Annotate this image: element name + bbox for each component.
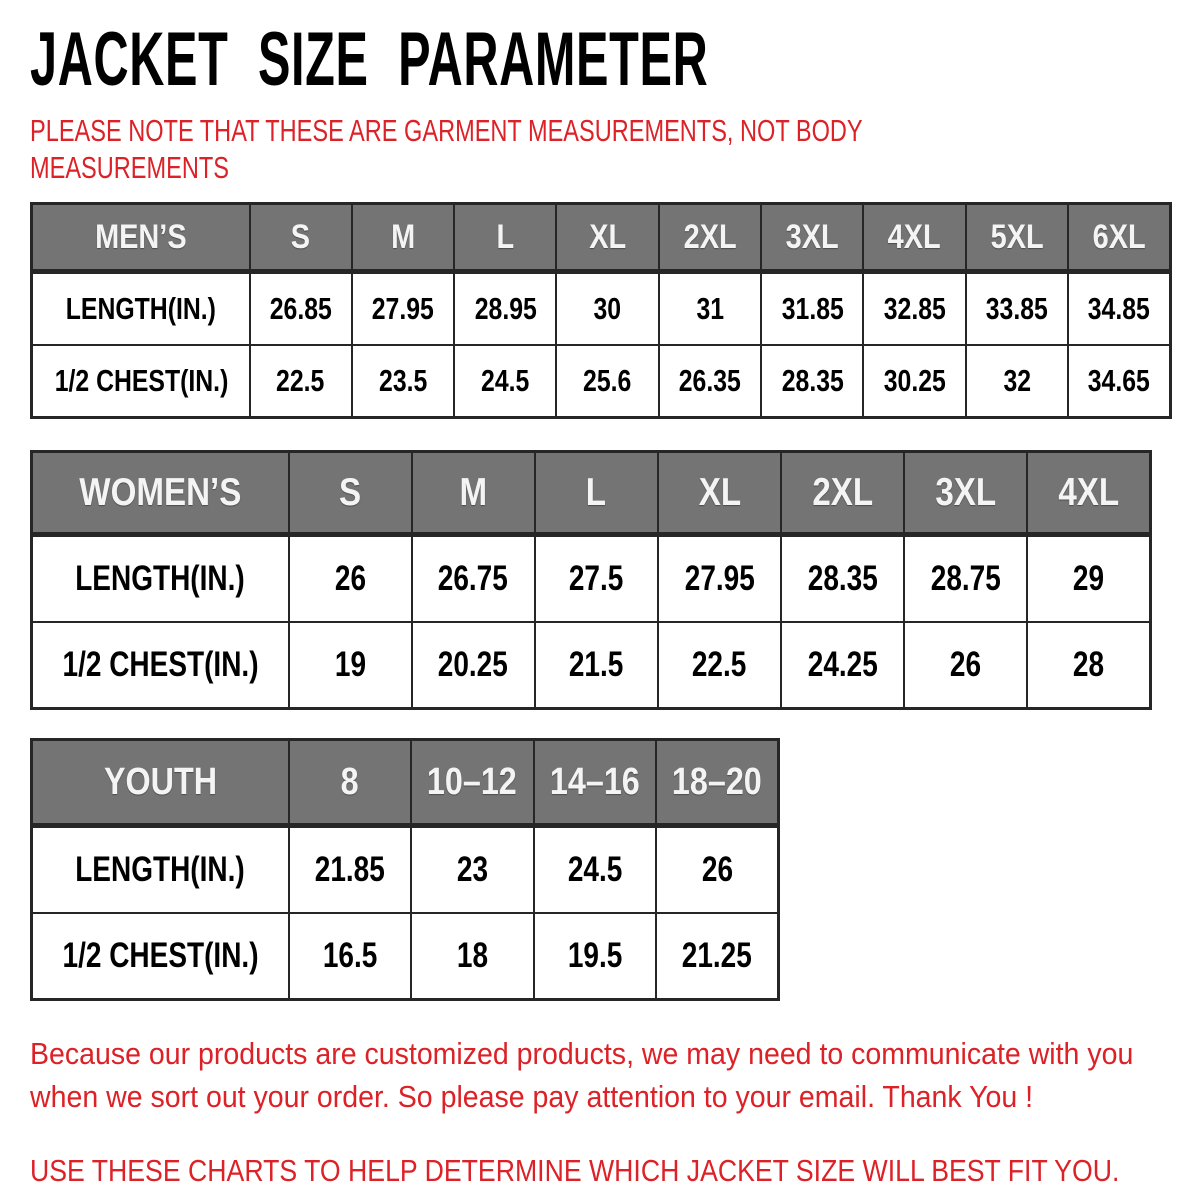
header-label: XL [698, 470, 741, 514]
size-column-header [761, 204, 863, 272]
size-value-cell [412, 535, 535, 622]
size-value-cell [534, 826, 657, 913]
cell-text: LENGTH(IN.) [65, 290, 216, 326]
usage-note: USE THESE CHARTS TO HELP DETERMINE WHICH JACKET SIZE WILL BEST FIT YOU. [30, 1152, 1120, 1188]
size-value-cell [250, 345, 352, 418]
cell-text: 33.85 [985, 290, 1048, 326]
cell-text: 34.85 [1088, 290, 1151, 326]
cell-text: 24.5 [567, 849, 622, 889]
size-column-header [556, 204, 658, 272]
size-value-cell [761, 272, 863, 345]
measurement-note-line-2: MEASUREMENTS [30, 149, 229, 185]
header-label: 14–16 [549, 760, 640, 803]
cell-text: 29 [1073, 558, 1105, 598]
size-value-cell [534, 913, 657, 1000]
size-column-header [1068, 204, 1170, 272]
size-column-header [966, 204, 1068, 272]
cell-text: 25.6 [583, 362, 632, 398]
cell-text: 19.5 [567, 935, 622, 975]
size-column-header [411, 740, 534, 826]
cell-text: 1/2 CHEST(IN.) [62, 644, 259, 684]
size-column-header [863, 204, 965, 272]
size-table-title [32, 452, 289, 535]
header-label: 6XL [1092, 217, 1146, 256]
header-label: M [459, 470, 488, 514]
cell-text: 28.75 [930, 558, 1001, 598]
cell-text: 28 [1073, 644, 1105, 684]
cell-text: 30 [593, 290, 622, 326]
size-value-cell [659, 272, 761, 345]
header-label: WOMEN’S [79, 470, 242, 514]
size-row-label [32, 535, 289, 622]
header-label: M [390, 217, 416, 256]
size-value-cell [904, 622, 1027, 709]
cell-text: 26 [334, 558, 366, 598]
header-label: 3XL [935, 470, 997, 514]
header-label: 2XL [812, 470, 874, 514]
page-title: JACKET SIZE PARAMETER [30, 17, 709, 102]
cell-text: 22.5 [276, 362, 325, 398]
header-label: S [291, 217, 311, 256]
size-row-label [32, 272, 250, 345]
size-column-header [658, 452, 781, 535]
size-value-cell [781, 535, 904, 622]
size-value-cell [556, 272, 658, 345]
size-value-cell [863, 272, 965, 345]
size-value-cell [556, 345, 658, 418]
cell-text: 34.65 [1088, 362, 1151, 398]
size-value-cell [352, 272, 454, 345]
header-label: 4XL [888, 217, 942, 256]
size-column-header [1027, 452, 1150, 535]
header-label: 18–20 [672, 760, 762, 803]
size-row-label [32, 913, 289, 1000]
cell-text: LENGTH(IN.) [75, 849, 246, 889]
cell-text: 26.35 [678, 362, 742, 398]
cell-text: 21.5 [569, 644, 624, 684]
size-value-cell [454, 345, 556, 418]
measurement-note [30, 112, 1200, 186]
size-value-cell [966, 345, 1068, 418]
header-label: 4XL [1058, 470, 1120, 514]
cell-text: 16.5 [322, 935, 377, 975]
size-value-cell [904, 535, 1027, 622]
size-column-header [904, 452, 1027, 535]
cell-text: 26.85 [269, 290, 332, 326]
mens-size-table [30, 202, 1172, 419]
cell-text: 26.75 [438, 558, 509, 598]
header-label: L [496, 217, 515, 256]
cell-text: 23 [456, 849, 488, 889]
size-value-cell [761, 345, 863, 418]
size-value-cell [863, 345, 965, 418]
cell-text: 1/2 CHEST(IN.) [54, 362, 229, 398]
cell-text: 31.85 [781, 290, 844, 326]
header-label: 3XL [785, 217, 839, 256]
cell-text: 19 [334, 644, 366, 684]
size-value-cell [535, 535, 658, 622]
cell-text: 18 [456, 935, 488, 975]
cell-text: 27.95 [371, 290, 435, 326]
youth-size-table [30, 738, 780, 1001]
size-row-label [32, 345, 250, 418]
cell-text: 28.35 [807, 558, 878, 598]
size-value-cell [1027, 622, 1150, 709]
size-column-header [352, 204, 454, 272]
cell-text: 1/2 CHEST(IN.) [62, 935, 259, 975]
size-column-header [656, 740, 779, 826]
size-value-cell [659, 345, 761, 418]
size-value-cell [1068, 345, 1170, 418]
customization-note-line-2: when we sort out your order. So please pay attention to your email. Thank You ! [30, 1078, 1034, 1114]
size-value-cell [658, 622, 781, 709]
header-label: 10–12 [427, 760, 518, 803]
size-value-cell [1068, 272, 1170, 345]
cell-text: LENGTH(IN.) [75, 558, 246, 598]
header-label: MEN’S [94, 217, 187, 256]
cell-text: 28.95 [474, 290, 537, 326]
size-value-cell [411, 826, 534, 913]
cell-text: 23.5 [378, 362, 428, 398]
size-value-cell [656, 826, 779, 913]
cell-text: 27.95 [684, 558, 755, 598]
cell-text: 32 [1003, 362, 1031, 398]
size-value-cell [411, 913, 534, 1000]
cell-text: 32.85 [883, 290, 946, 326]
header-label: XL [589, 217, 627, 256]
header-label: L [586, 470, 607, 514]
size-value-cell [250, 272, 352, 345]
header-label: 5XL [990, 217, 1044, 256]
cell-text: 26 [950, 644, 982, 684]
size-value-cell [454, 272, 556, 345]
cell-text: 20.25 [438, 644, 509, 684]
size-value-cell [289, 535, 412, 622]
size-column-header [535, 452, 658, 535]
size-row-label [32, 622, 289, 709]
measurement-note-line-1: PLEASE NOTE THAT THESE ARE GARMENT MEASUREMENTS, NOT BODY [30, 112, 863, 148]
cell-text: 28.35 [781, 362, 844, 398]
customization-note-line-1: Because our products are customized products, we may need to communicate with you [30, 1036, 1134, 1072]
size-column-header [289, 452, 412, 535]
size-value-cell [658, 535, 781, 622]
size-value-cell [289, 913, 412, 1000]
size-value-cell [535, 622, 658, 709]
womens-size-table [30, 450, 1152, 710]
size-column-header [289, 740, 412, 826]
cell-text: 22.5 [692, 644, 747, 684]
size-value-cell [966, 272, 1068, 345]
header-label: 8 [340, 760, 359, 803]
size-value-cell [656, 913, 779, 1000]
cell-text: 26 [701, 849, 733, 889]
cell-text: 27.5 [569, 558, 624, 598]
size-table-title [32, 740, 289, 826]
cell-text: 24.5 [481, 362, 530, 398]
cell-text: 21.25 [681, 935, 753, 975]
size-column-header [781, 452, 904, 535]
header-label: 2XL [683, 217, 737, 256]
size-value-cell [289, 826, 412, 913]
size-column-header [454, 204, 556, 272]
size-table-title [32, 204, 250, 272]
size-value-cell [781, 622, 904, 709]
customization-note [30, 1033, 1200, 1119]
size-column-header [250, 204, 352, 272]
size-column-header [534, 740, 657, 826]
cell-text: 24.25 [807, 644, 878, 684]
cell-text: 30.25 [883, 362, 946, 398]
size-value-cell [1027, 535, 1150, 622]
size-row-label [32, 826, 289, 913]
size-column-header [659, 204, 761, 272]
header-label: S [339, 470, 362, 514]
size-column-header [412, 452, 535, 535]
size-value-cell [412, 622, 535, 709]
size-value-cell [289, 622, 412, 709]
cell-text: 21.85 [314, 849, 385, 889]
header-label: YOUTH [103, 760, 217, 803]
size-value-cell [352, 345, 454, 418]
cell-text: 31 [696, 290, 724, 326]
